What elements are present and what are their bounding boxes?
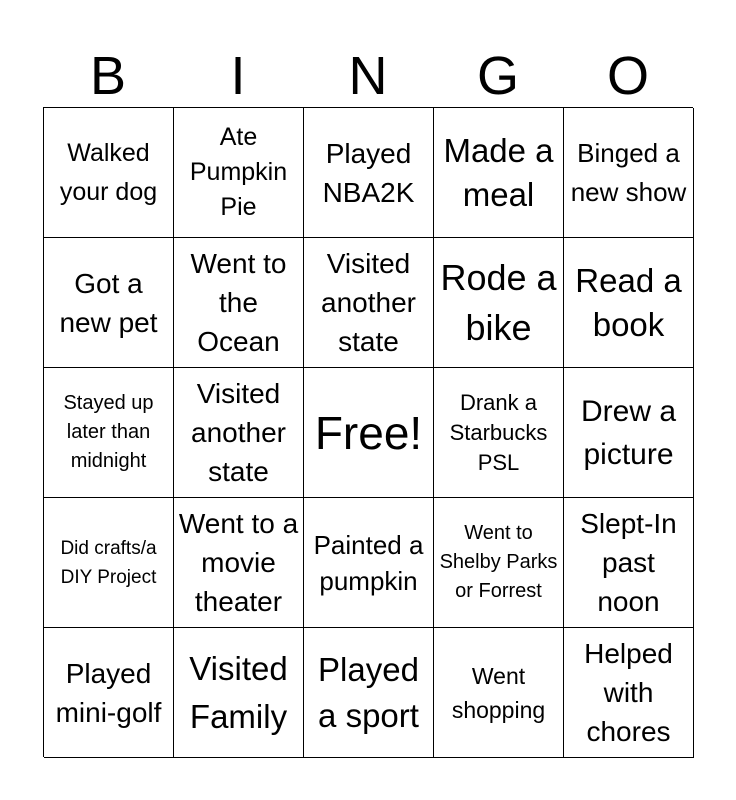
cell-text: Drank a Starbucks PSL bbox=[449, 389, 548, 475]
header-letter-o: O bbox=[606, 46, 649, 106]
bingo-cell[interactable] bbox=[434, 628, 564, 758]
cell-text: Read a book bbox=[575, 261, 682, 343]
bingo-cell[interactable] bbox=[44, 498, 174, 628]
bingo-cell[interactable] bbox=[304, 498, 434, 628]
cell-text: Ate Pumpkin Pie bbox=[189, 123, 288, 221]
header-letter-i: I bbox=[230, 46, 246, 106]
bingo-header bbox=[43, 44, 693, 108]
cell-text: Got a new pet bbox=[59, 267, 158, 338]
bingo-cell[interactable] bbox=[174, 628, 304, 758]
bingo-cell[interactable] bbox=[174, 498, 304, 628]
cell-text: Visited another state bbox=[321, 248, 416, 357]
cell-text: Played a sport bbox=[318, 650, 419, 734]
bingo-cell[interactable] bbox=[564, 368, 694, 498]
cell-text: Played mini-golf bbox=[55, 657, 162, 728]
cell-text: Visited Family bbox=[189, 649, 288, 735]
header-letter-n: N bbox=[348, 46, 388, 106]
cell-text: Walked your dog bbox=[59, 138, 158, 206]
cell-text: Did crafts/a DIY Project bbox=[60, 537, 157, 588]
bingo-cell[interactable] bbox=[174, 108, 304, 238]
cell-text: Went to a movie theater bbox=[178, 508, 299, 617]
bingo-cell[interactable] bbox=[174, 368, 304, 498]
cell-text: Went to Shelby Parks or Forrest bbox=[439, 522, 558, 602]
cell-text: Binged a new show bbox=[570, 137, 687, 207]
bingo-cell[interactable] bbox=[434, 108, 564, 238]
bingo-cell[interactable] bbox=[44, 238, 174, 368]
cell-text: Slept-In past noon bbox=[580, 508, 677, 617]
bingo-cell[interactable] bbox=[564, 238, 694, 368]
bingo-board bbox=[43, 107, 693, 757]
bingo-cell[interactable] bbox=[434, 368, 564, 498]
header-letter-g: G bbox=[476, 46, 519, 106]
bingo-cell[interactable] bbox=[304, 108, 434, 238]
cell-text: Painted a pumpkin bbox=[313, 529, 424, 596]
cell-text: Went shopping bbox=[451, 662, 546, 723]
cell-text: Free! bbox=[314, 406, 423, 459]
free-space-cell[interactable] bbox=[304, 368, 434, 498]
cell-text: Went to the Ocean bbox=[190, 248, 287, 357]
bingo-cell[interactable] bbox=[44, 108, 174, 238]
bingo-cell[interactable] bbox=[304, 238, 434, 368]
cell-text: Rode a bike bbox=[440, 256, 557, 348]
cell-text: Stayed up later than midnight bbox=[63, 392, 154, 472]
cell-text: Drew a picture bbox=[580, 394, 677, 471]
bingo-cell[interactable] bbox=[44, 368, 174, 498]
cell-text: Played NBA2K bbox=[322, 137, 415, 208]
cell-text: Visited another state bbox=[191, 378, 286, 487]
bingo-cell[interactable] bbox=[304, 628, 434, 758]
bingo-cell[interactable] bbox=[434, 498, 564, 628]
bingo-cell[interactable] bbox=[564, 108, 694, 238]
bingo-cell[interactable] bbox=[174, 238, 304, 368]
bingo-cell[interactable] bbox=[434, 238, 564, 368]
header-letter-b: B bbox=[89, 46, 127, 106]
cell-text: Helped with chores bbox=[584, 638, 673, 747]
bingo-cell[interactable] bbox=[564, 498, 694, 628]
cell-text: Made a meal bbox=[443, 131, 554, 213]
bingo-cell[interactable] bbox=[44, 628, 174, 758]
bingo-cell[interactable] bbox=[564, 628, 694, 758]
